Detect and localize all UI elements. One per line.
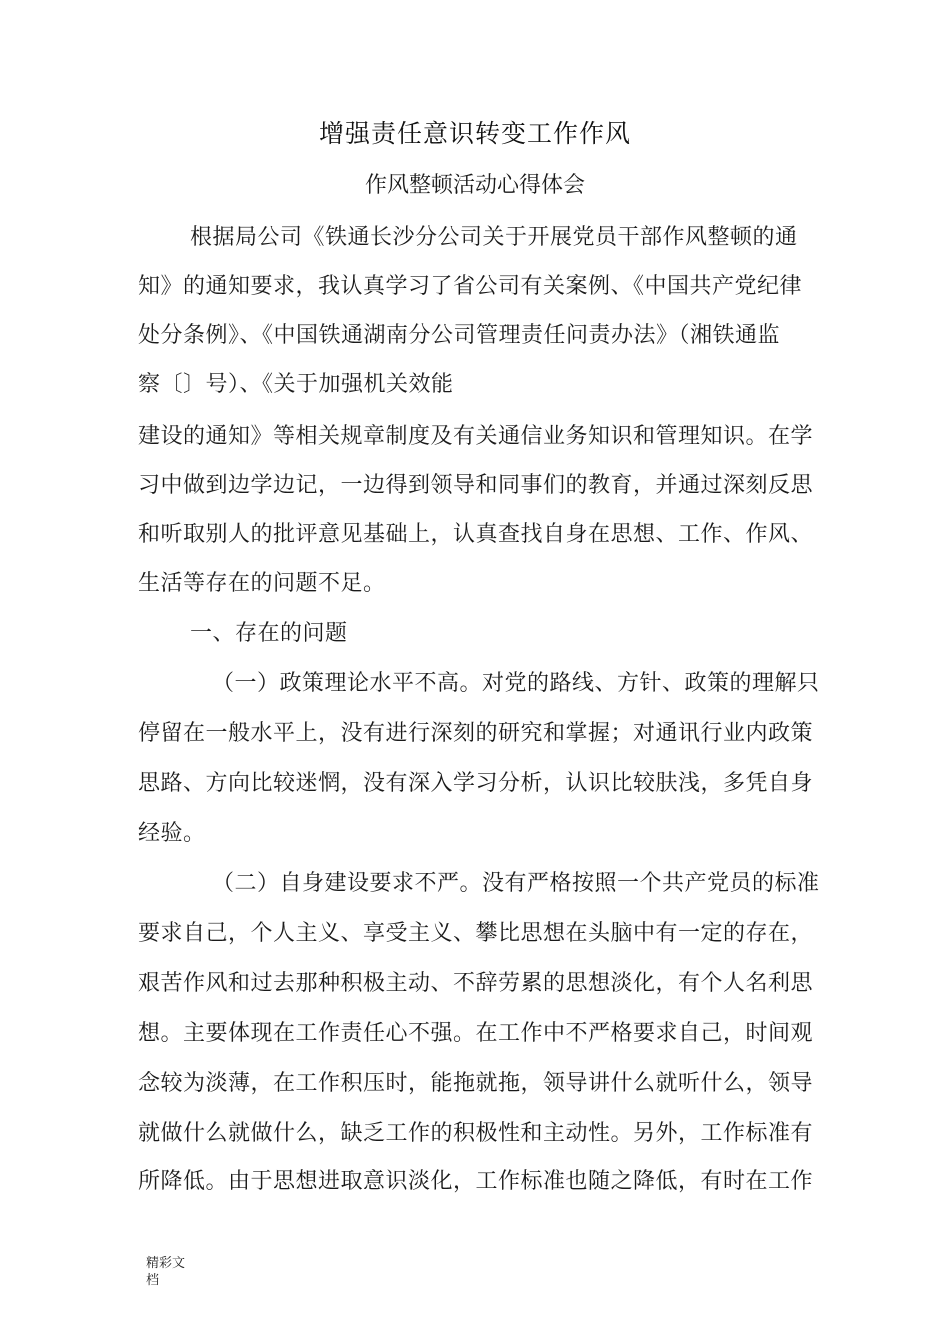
body-line: 建设的通知》等相关规章制度及有关通信业务知识和管理知识。在学 <box>138 424 814 449</box>
section-heading: 一、存在的问题 <box>190 621 348 646</box>
document-subtitle: 作风整顿活动心得体会 <box>364 173 585 198</box>
body-line: （一）政策理论水平不高。对党的路线、方针、政策的理解只 <box>212 671 820 696</box>
body-line: 处分条例》、《中国铁通湖南分公司管理责任问责办法》（湘铁通监 <box>138 323 781 348</box>
body-line: 知》的通知要求，我认真学习了省公司有关案例、《中国共产党纪律 <box>138 274 803 299</box>
body-line: 想。主要体现在工作责任心不强。在工作中不严格要求自己，时间观 <box>138 1021 814 1046</box>
body-line: 艰苦作风和过去那种积极主动、不辞劳累的思想淡化，有个人名利思 <box>138 971 814 996</box>
body-line: 所降低。由于思想进取意识淡化，工作标准也随之降低，有时在工作 <box>138 1169 814 1194</box>
body-line: 念较为淡薄，在工作积压时，能拖就拖，领导讲什么就听什么，领导 <box>138 1071 814 1096</box>
body-line: 察〔〕号）、《关于加强机关效能 <box>138 372 454 397</box>
body-line: 经验。 <box>138 821 206 846</box>
body-line: 根据局公司《铁通长沙分公司关于开展党员干部作风整顿的通 <box>190 225 798 250</box>
body-line: （二）自身建设要求不严。没有严格按照一个共产党员的标准 <box>212 871 820 896</box>
body-line: 就做什么就做什么，缺乏工作的积极性和主动性。另外，工作标准有 <box>138 1121 814 1146</box>
body-line: 习中做到边学边记，一边得到领导和同事们的教育，并通过深刻反思 <box>138 473 814 498</box>
body-line: 和听取别人的批评意见基础上，认真查找自身在思想、工作、作风、 <box>138 522 814 547</box>
page-footer: 精彩文档 <box>146 1256 186 1288</box>
body-line: 要求自己，个人主义、享受主义、攀比思想在头脑中有一定的存在， <box>138 921 814 946</box>
document-title: 增强责任意识转变工作作风 <box>318 119 631 148</box>
body-line: 生活等存在的问题不足。 <box>138 571 386 596</box>
body-line: 思路、方向比较迷惘，没有深入学习分析，认识比较肤浅，多凭自身 <box>138 771 814 796</box>
body-line: 停留在一般水平上，没有进行深刻的研究和掌握；对通讯行业内政策 <box>138 721 814 746</box>
